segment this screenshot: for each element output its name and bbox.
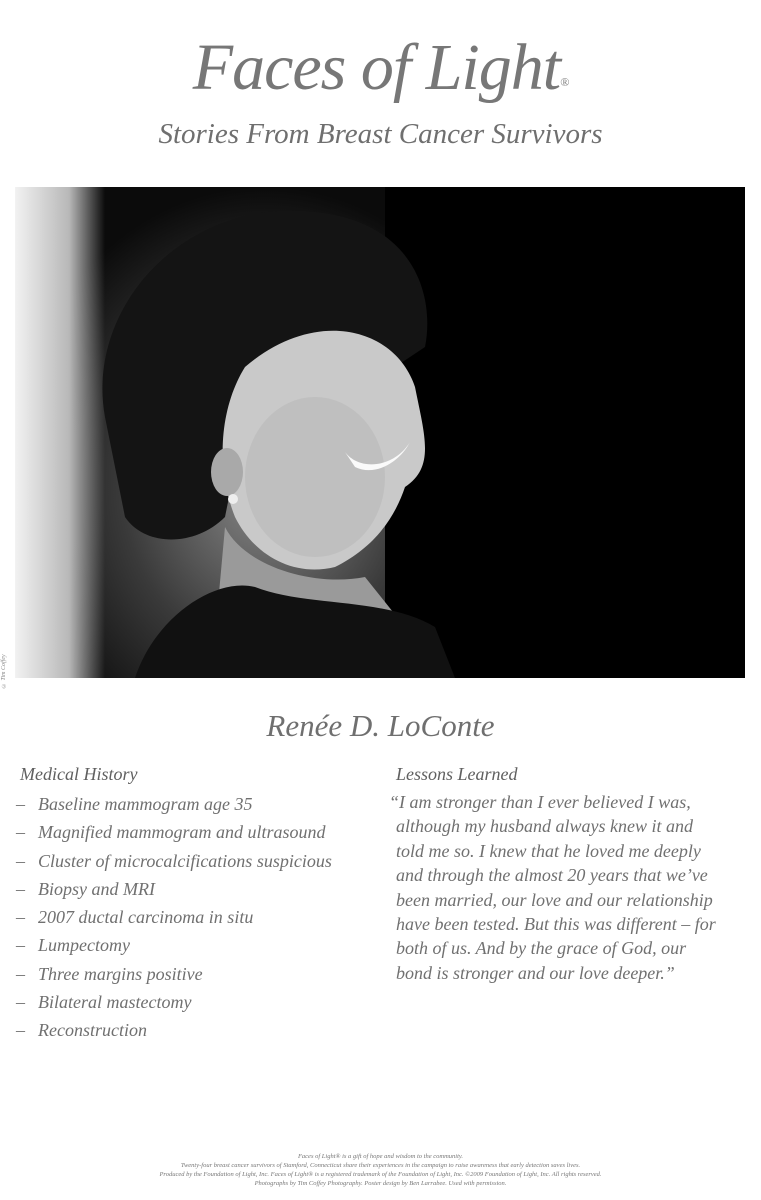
medical-history-list [16,790,332,1045]
dash-bullet: – [16,794,25,814]
footer-line: Photographs by Tim Coffey Photography. Poster design by Ben Larrabee. Used with permission. [254,1180,507,1187]
quote-line: “I am stronger than I ever believed I was, [389,792,691,812]
survivor-name: Renée D. LoConte [266,708,495,743]
quote-line: told me so. I knew that he loved me deeply [396,840,701,861]
registered-mark: ® [560,75,569,89]
dash-bullet: – [16,992,25,1013]
dash-bullet: – [16,963,25,984]
quote-line: although my husband always knew it and [396,816,693,837]
dash-bullet: – [16,878,25,899]
poster-title-text: Faces of Light [192,31,561,104]
poster-footer [0,1152,761,1188]
list-item: – Biopsy and MRI [16,875,332,903]
dash-bullet: – [16,1020,25,1041]
dash-bullet: – [16,822,25,843]
list-item: – Bilateral mastectomy [16,988,332,1016]
footer-line: Twenty-four breast cancer survivors of Stamford, Connecticut share their experiences in the campaign to raise awareness that early detection saves lives. [180,1162,581,1169]
list-item: – Three margins positive [16,960,332,988]
lessons-learned-quote [389,790,749,985]
quote-line: been married, our love and our relationship [396,889,713,910]
photo-credit: © Tim Coffey [1,654,7,688]
poster-subtitle: Stories From Breast Cancer Survivors [158,118,603,150]
dash-bullet: – [16,850,25,871]
list-item: – 2007 ductal carcinoma in situ [16,903,332,931]
quote-line: have been tested. But this was different – for [396,914,716,935]
quote-line: both of us. And by the grace of God, our [396,938,687,959]
list-item: – Baseline mammogram age 35 [16,790,332,818]
dash-bullet: – [16,907,25,928]
list-item: – Reconstruction [16,1016,332,1044]
portrait-silhouette-icon [15,187,745,678]
lessons-learned-heading: Lessons Learned [396,764,518,784]
quote-line: bond is stronger and our love deeper.” [396,962,675,983]
footer-line: Produced by the Foundation of Light, Inc. Faces of Light® is a registered trademark of the Foundation of Light, Inc. ©2009 Foundation of Light, Inc. All rights reserved. [159,1171,602,1178]
footer-line: Faces of Light® is a gift of hope and wisdom to the community. [297,1153,464,1160]
poster-title [0,28,761,108]
portrait-photo [15,187,745,678]
list-item: – Lumpectomy [16,931,332,959]
dash-bullet: – [16,935,25,956]
quote-line: and through the almost 20 years that we’ve [396,865,708,886]
list-item: – Magnified mammogram and ultrasound [16,818,332,846]
medical-history-heading: Medical History [20,764,138,784]
list-item: – Cluster of microcalcifications suspicious [16,847,332,875]
